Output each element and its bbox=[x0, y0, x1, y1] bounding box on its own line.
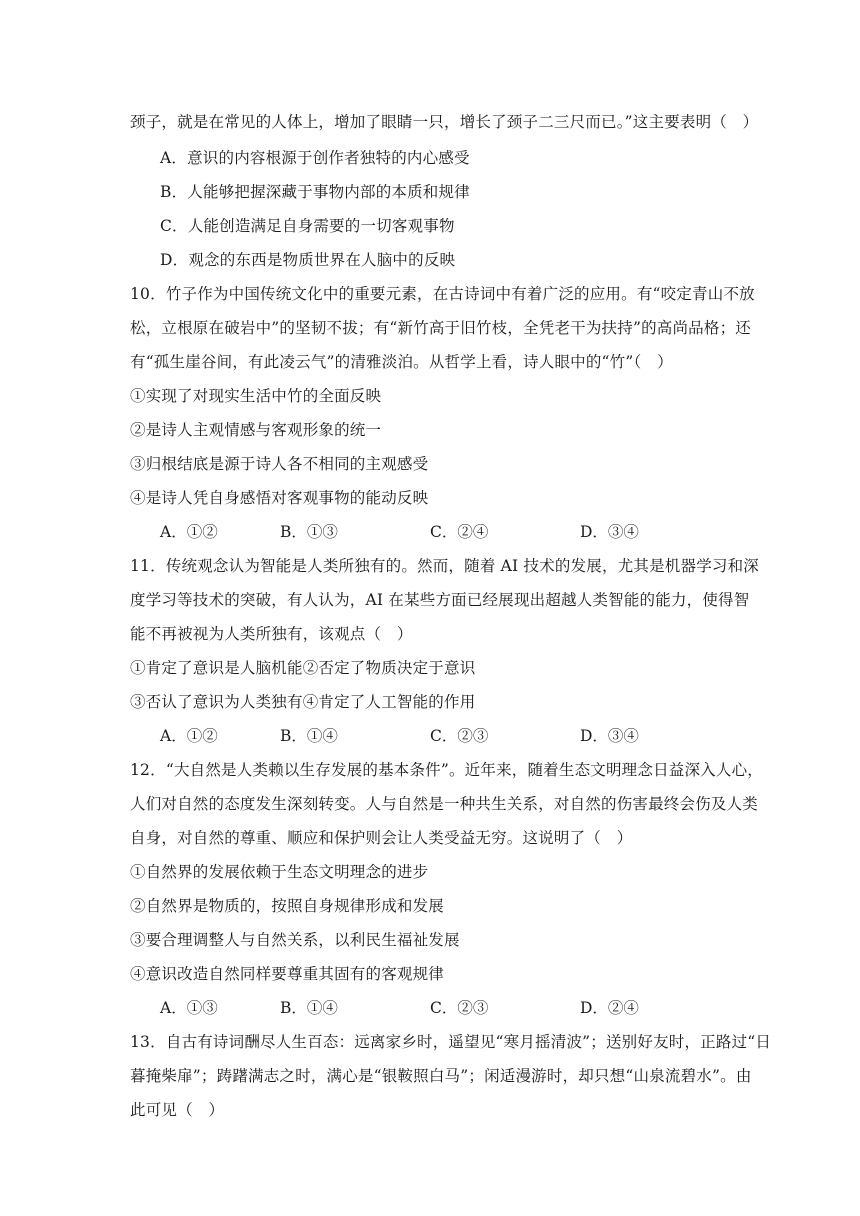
q10-statement-4: ④是诗人凭自身感悟对客观事物的能动反映 bbox=[130, 489, 429, 507]
q10-choice-b: B．①③ bbox=[280, 523, 338, 541]
q11-choice-d: D．③④ bbox=[580, 727, 639, 745]
q12-statement-1: ①自然界的发展依赖于生态文明理念的进步 bbox=[130, 863, 429, 881]
q10-choices bbox=[160, 520, 720, 542]
q10-stem-line-1: 10．竹子作为中国传统文化中的重要元素，在古诗词中有着广泛的应用。有“咬定青山不放 bbox=[130, 285, 755, 303]
q9-stem-tail: 颈子，就是在常见的人体上，增加了眼睛一只，增长了颈子二三尺而已。”这主要表明（ ） bbox=[130, 113, 759, 131]
q11-stem-line-1: 11．传统观念认为智能是人类所独有的。然而，随着 AI 技术的发展，尤其是机器学习和深 bbox=[130, 557, 759, 575]
q12-choices bbox=[160, 996, 720, 1018]
q10-choice-d: D．③④ bbox=[580, 523, 639, 541]
q10-choice-a: A．①② bbox=[160, 523, 218, 541]
q11-choice-c: C．②③ bbox=[430, 727, 489, 745]
q11-stem-line-2: 度学习等技术的突破，有人认为，AI 在某些方面已经展现出超越人类智能的能力，使得智 bbox=[130, 591, 750, 609]
q12-statement-3: ③要合理调整人与自然关系，以利民生福祉发展 bbox=[130, 931, 460, 949]
q11-stem-line-3: 能不再被视为人类所独有，该观点（ ） bbox=[130, 625, 413, 643]
q10-statement-1: ①实现了对现实生活中竹的全面反映 bbox=[130, 387, 382, 405]
q13-stem-line-2: 暮掩柴扉”；踌躇满志之时，满心是“银鞍照白马”；闲适漫游时，却只想“山泉流碧水”。由 bbox=[130, 1067, 752, 1085]
q9-option-d: D．观念的东西是物质世界在人脑中的反映 bbox=[160, 251, 456, 269]
q10-choice-c: C．②④ bbox=[430, 523, 489, 541]
q12-stem-line-3: 自身，对自然的尊重、顺应和保护则会让人类受益无穷。这说明了（ ） bbox=[130, 829, 633, 847]
q13-stem-line-1: 13．自古有诗词酬尽人生百态：远离家乡时，遥望见“寒月摇清波”；送别好友时，正路过“日 bbox=[130, 1033, 772, 1051]
q10-statement-3: ③归根结底是源于诗人各不相同的主观感受 bbox=[130, 455, 429, 473]
q10-stem-line-2: 松，立根原在破岩中”的坚韧不拔；有“新竹高于旧竹枝，全凭老干为扶持”的高尚品格；还 bbox=[130, 319, 751, 337]
q9-option-a: A．意识的内容根源于创作者独特的内心感受 bbox=[160, 149, 470, 167]
q11-choice-b: B．①④ bbox=[280, 727, 338, 745]
q12-statement-4: ④意识改造自然同样要尊重其固有的客观规律 bbox=[130, 965, 445, 983]
q11-statement-2: ③否认了意识为人类独有④肯定了人工智能的作用 bbox=[130, 693, 476, 711]
q9-option-c: C．人能创造满足自身需要的一切客观事物 bbox=[160, 217, 455, 235]
q12-stem-line-1: 12．“大自然是人类赖以生存发展的基本条件”。近年来，随着生态文明理念日益深入人心， bbox=[130, 761, 763, 779]
q11-statement-1: ①肯定了意识是人脑机能②否定了物质决定于意识 bbox=[130, 659, 476, 677]
q12-stem-line-2: 人们对自然的态度发生深刻转变。人与自然是一种共生关系，对自然的伤害最终会伤及人类 bbox=[130, 795, 759, 813]
q11-choice-a: A．①② bbox=[160, 727, 218, 745]
q12-choice-b: B．①④ bbox=[280, 999, 338, 1017]
q12-choice-d: D．②④ bbox=[580, 999, 639, 1017]
q12-statement-2: ②自然界是物质的，按照自身规律形成和发展 bbox=[130, 897, 445, 915]
q13-stem-line-3: 此可见（ ） bbox=[130, 1101, 225, 1119]
q12-choice-c: C．②③ bbox=[430, 999, 489, 1017]
q10-statement-2: ②是诗人主观情感与客观形象的统一 bbox=[130, 421, 382, 439]
q10-stem-line-3: 有“孤生崖谷间，有此凌云气”的清雅淡泊。从哲学上看，诗人眼中的“竹”（ ） bbox=[130, 353, 673, 371]
q12-choice-a: A．①③ bbox=[160, 999, 218, 1017]
q9-option-b: B．人能够把握深藏于事物内部的本质和规律 bbox=[160, 183, 470, 201]
q11-choices bbox=[160, 724, 720, 746]
